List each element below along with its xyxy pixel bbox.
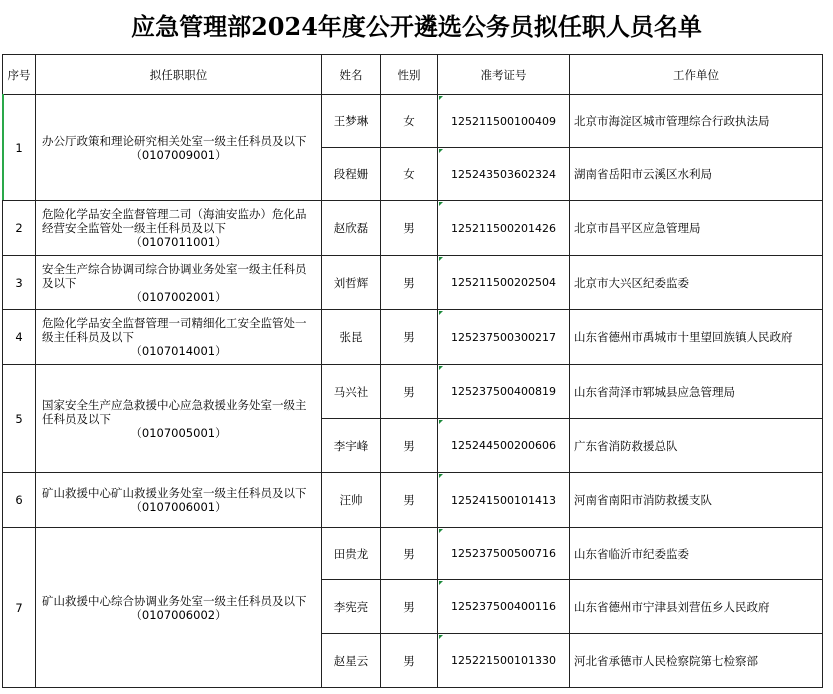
exam-no-cell: 125211500202504 — [438, 256, 570, 310]
page-title: 应急管理部2024年度公开遴选公务员拟任职人员名单 — [131, 12, 702, 41]
table-row — [3, 365, 823, 419]
gender-cell: 男 — [381, 310, 438, 365]
exam-no-cell: 125244500200606 — [438, 419, 570, 473]
exam-no-cell: 125243503602324 — [438, 148, 570, 201]
table-row — [3, 201, 823, 256]
position-cell — [36, 95, 322, 201]
exam-no-cell: 125237500400116 — [438, 580, 570, 634]
position-title: 矿山救援中心矿山救援业务处室一级主任科员及以下 — [42, 486, 307, 500]
exam-no-cell: 125241500101413 — [438, 473, 570, 528]
unit-cell: 山东省临沂市纪委监委 — [570, 528, 823, 580]
seq-cell: 4 — [3, 310, 36, 365]
seq-cell: 7 — [3, 528, 36, 688]
exam-no-cell: 125211500100409 — [438, 95, 570, 148]
position-code: （0107009001） — [130, 147, 227, 162]
position-title: 危险化学品安全监督管理一司精细化工安全监管处一级主任科员及以下 — [42, 316, 307, 344]
exam-no-cell: 125237500500716 — [438, 528, 570, 580]
position-code: （0107014001） — [130, 344, 227, 358]
seq-cell: 5 — [3, 365, 36, 473]
selection-marker — [2, 94, 4, 200]
unit-cell: 山东省菏泽市郓城县应急管理局 — [570, 365, 823, 419]
name-cell: 马兴社 — [322, 365, 381, 419]
unit-cell: 广东省消防救援总队 — [570, 419, 823, 473]
unit-cell: 河南省南阳市消防救援支队 — [570, 473, 823, 528]
seq-cell: 3 — [3, 256, 36, 310]
gender-cell: 男 — [381, 580, 438, 634]
header-seq: 序号 — [3, 55, 36, 95]
position-cell — [36, 473, 322, 528]
exam-no-cell: 125211500201426 — [438, 201, 570, 256]
position-title: 办公厅政策和理论研究相关处室一级主任科员及以下 — [42, 133, 307, 148]
header-position: 拟任职职位 — [36, 55, 322, 95]
position-title: 国家安全生产应急救援中心应急救援业务处室一级主任科员及以下 — [42, 397, 307, 426]
table-row — [3, 310, 823, 365]
name-cell: 王梦琳 — [322, 95, 381, 148]
name-cell: 李宇峰 — [322, 419, 381, 473]
name-cell: 赵欣磊 — [322, 201, 381, 256]
header-row — [3, 55, 823, 95]
exam-no-cell: 125221500101330 — [438, 634, 570, 688]
unit-cell: 山东省德州市禹城市十里望回族镇人民政府 — [570, 310, 823, 365]
unit-cell: 北京市昌平区应急管理局 — [570, 201, 823, 256]
name-cell: 刘哲辉 — [322, 256, 381, 310]
position-code: （0107006001） — [130, 500, 227, 514]
gender-cell: 男 — [381, 473, 438, 528]
position-code: （0107005001） — [130, 425, 227, 440]
position-title: 安全生产综合协调司综合协调业务处室一级主任科员及以下 — [42, 261, 307, 290]
gender-cell: 男 — [381, 634, 438, 688]
name-cell: 李宪亮 — [322, 580, 381, 634]
header-unit: 工作单位 — [570, 55, 823, 95]
name-cell: 田贵龙 — [322, 528, 381, 580]
name-cell: 汪帅 — [322, 473, 381, 528]
header-name: 姓名 — [322, 55, 381, 95]
gender-cell: 男 — [381, 419, 438, 473]
position-cell — [36, 201, 322, 256]
header-exam-no: 准考证号 — [438, 55, 570, 95]
table-row — [3, 528, 823, 580]
seq-cell: 1 — [3, 95, 36, 201]
position-title: 矿山救援中心综合协调业务处室一级主任科员及以下 — [42, 593, 307, 608]
unit-cell: 湖南省岳阳市云溪区水利局 — [570, 148, 823, 201]
position-cell — [36, 528, 322, 688]
gender-cell: 男 — [381, 201, 438, 256]
position-code: （0107006002） — [130, 607, 227, 622]
table-row — [3, 95, 823, 148]
position-code: （0107011001） — [130, 235, 227, 249]
gender-cell: 男 — [381, 256, 438, 310]
gender-cell: 男 — [381, 365, 438, 419]
position-cell — [36, 365, 322, 473]
unit-cell: 北京市大兴区纪委监委 — [570, 256, 823, 310]
table-row — [3, 473, 823, 528]
position-cell — [36, 256, 322, 310]
position-cell — [36, 310, 322, 365]
exam-no-cell: 125237500400819 — [438, 365, 570, 419]
table-row — [3, 256, 823, 310]
name-cell: 赵星云 — [322, 634, 381, 688]
name-cell: 段程姗 — [322, 148, 381, 201]
seq-cell: 2 — [3, 201, 36, 256]
gender-cell: 女 — [381, 95, 438, 148]
exam-no-cell: 125237500300217 — [438, 310, 570, 365]
unit-cell: 河北省承德市人民检察院第七检察部 — [570, 634, 823, 688]
position-code: （0107002001） — [130, 289, 227, 304]
gender-cell: 男 — [381, 528, 438, 580]
header-gender: 性别 — [381, 55, 438, 95]
personnel-table — [2, 54, 823, 688]
unit-cell: 山东省德州市宁津县刘营伍乡人民政府 — [570, 580, 823, 634]
gender-cell: 女 — [381, 148, 438, 201]
unit-cell: 北京市海淀区城市管理综合行政执法局 — [570, 95, 823, 148]
position-title: 危险化学品安全监督管理二司（海油安监办）危化品经营安全监管处一级主任科员及以下 — [42, 207, 307, 235]
name-cell: 张昆 — [322, 310, 381, 365]
seq-cell: 6 — [3, 473, 36, 528]
